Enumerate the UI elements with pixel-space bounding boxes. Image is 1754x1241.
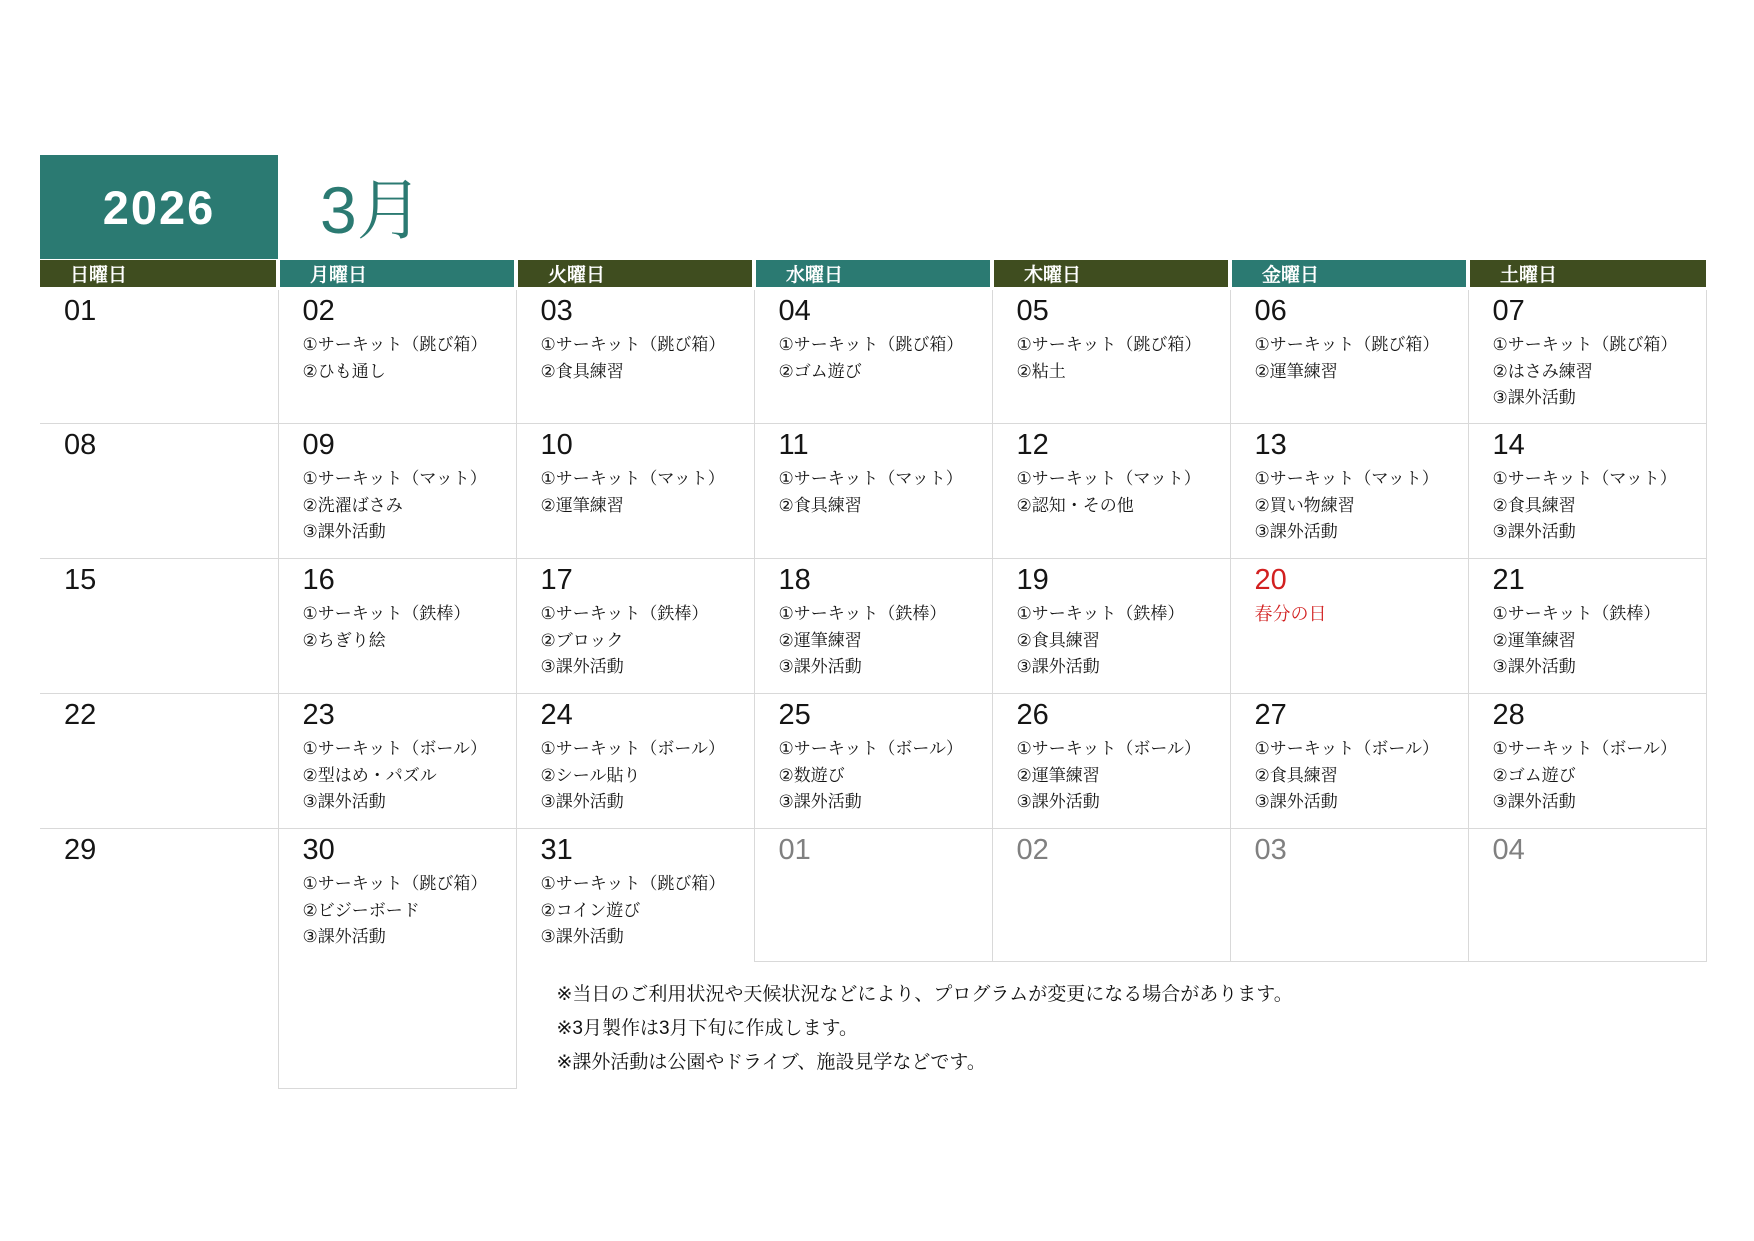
activity-item: ③課外活動 xyxy=(1254,792,1338,811)
activity-item: ①サーキット（跳び箱） xyxy=(1254,335,1440,354)
day-cell-02 xyxy=(278,289,516,424)
activity-item: ①サーキット（ボール） xyxy=(1016,739,1202,758)
activity-item: ②運筆練習 xyxy=(1254,361,1338,381)
day-cell-11 xyxy=(754,424,992,559)
activity-item: ①サーキット（ボール） xyxy=(540,739,726,758)
activity-item: ③課外活動 xyxy=(1492,522,1576,541)
activity-item: ②運筆練習 xyxy=(778,630,862,650)
date-number: 19 xyxy=(1016,564,1049,596)
weekday-header-fri: 金曜日 xyxy=(1230,260,1468,289)
date-number: 03 xyxy=(1254,834,1287,866)
day-cell-02 xyxy=(992,829,1230,962)
calendar-body xyxy=(40,289,1706,1089)
activity-item: ①サーキット（跳び箱） xyxy=(1016,335,1202,354)
activity-item: ①サーキット（跳び箱） xyxy=(1492,335,1678,354)
activity-item: ②数遊び xyxy=(778,765,845,785)
notes-row xyxy=(40,962,1706,1089)
activity-item: ③課外活動 xyxy=(778,792,862,811)
weekday-header-sat: 土曜日 xyxy=(1468,260,1706,289)
date-number: 03 xyxy=(540,295,573,327)
day-cell-30 xyxy=(278,829,516,962)
day-cell-24 xyxy=(516,694,754,829)
day-cell-07 xyxy=(1468,289,1706,424)
day-cell-09 xyxy=(278,424,516,559)
day-cell-10 xyxy=(516,424,754,559)
activity-item: ③課外活動 xyxy=(1254,522,1338,541)
date-number: 06 xyxy=(1254,295,1287,327)
activity-item: ③課外活動 xyxy=(302,522,386,541)
activity-item: ②ブロック xyxy=(540,630,624,650)
note-line-3: ※課外活動は公園やドライブ、施設見学などです。 xyxy=(556,1052,986,1073)
activity-item: ①サーキット（跳び箱） xyxy=(302,335,488,354)
day-cell-31 xyxy=(516,829,754,962)
day-cell-22 xyxy=(40,694,278,829)
activity-item: ②ゴム遊び xyxy=(778,361,862,381)
weekday-header-row xyxy=(40,260,1706,289)
day-cell-29 xyxy=(40,829,278,962)
day-cell-03 xyxy=(1230,829,1468,962)
activity-item: ③課外活動 xyxy=(1492,657,1576,676)
day-cell-01 xyxy=(754,829,992,962)
date-number: 16 xyxy=(302,564,335,596)
date-number: 01 xyxy=(64,295,97,327)
day-cell-21 xyxy=(1468,559,1706,694)
activity-item: ①サーキット（マット） xyxy=(778,469,963,488)
day-cell-23 xyxy=(278,694,516,829)
activity-item: ②ビジーボード xyxy=(302,900,420,920)
weekday-header-tue: 火曜日 xyxy=(516,260,754,289)
week-row-3 xyxy=(40,559,1706,694)
day-cell-06 xyxy=(1230,289,1468,424)
week-row-5 xyxy=(40,829,1706,962)
notes xyxy=(516,962,1706,1089)
date-number: 10 xyxy=(540,429,573,461)
date-number: 30 xyxy=(302,834,335,866)
activity-item: ③課外活動 xyxy=(540,792,624,811)
date-number: 11 xyxy=(778,429,809,461)
activity-item: ①サーキット（マット） xyxy=(1492,469,1677,488)
activity-item: ③課外活動 xyxy=(1016,657,1100,676)
date-number: 25 xyxy=(778,699,811,731)
weekday-header-thu: 木曜日 xyxy=(992,260,1230,289)
day-cell-16 xyxy=(278,559,516,694)
activity-item: ③課外活動 xyxy=(1492,388,1576,407)
notes-row-monday-cell xyxy=(278,962,516,1089)
day-cell-17 xyxy=(516,559,754,694)
activity-item: ①サーキット（マット） xyxy=(1254,469,1439,488)
date-number: 09 xyxy=(302,429,335,461)
activity-item: ①サーキット（マット） xyxy=(302,469,487,488)
weekday-header-wed: 水曜日 xyxy=(754,260,992,289)
activity-item: ②粘土 xyxy=(1016,361,1066,381)
activity-item: ①サーキット（跳び箱） xyxy=(302,874,488,893)
date-number: 07 xyxy=(1492,295,1525,327)
activity-item: ①サーキット（跳び箱） xyxy=(540,874,726,893)
activity-item: ②運筆練習 xyxy=(1492,630,1576,650)
day-cell-04 xyxy=(1468,829,1706,962)
date-number: 08 xyxy=(64,429,97,461)
date-number: 15 xyxy=(64,564,97,596)
date-number: 13 xyxy=(1254,429,1287,461)
calendar-table xyxy=(40,260,1707,1089)
activity-item: ③課外活動 xyxy=(302,927,386,946)
activity-item: ①サーキット（鉄棒） xyxy=(1492,604,1661,623)
activity-item: ②ちぎり絵 xyxy=(302,630,386,650)
activity-item: ①サーキット（跳び箱） xyxy=(778,335,964,354)
day-cell-18 xyxy=(754,559,992,694)
holiday-label: 春分の日 xyxy=(1254,604,1327,624)
activity-item: ②運筆練習 xyxy=(540,495,624,515)
date-number: 31 xyxy=(540,834,573,866)
day-cell-04 xyxy=(754,289,992,424)
activity-item: ①サーキット（ボール） xyxy=(778,739,964,758)
date-number: 23 xyxy=(302,699,335,731)
date-number: 28 xyxy=(1492,699,1525,731)
day-cell-20 xyxy=(1230,559,1468,694)
date-number: 17 xyxy=(540,564,573,596)
activity-item: ②食具練習 xyxy=(1492,495,1576,515)
month-title xyxy=(320,148,423,260)
year-label: 2026 xyxy=(102,180,216,234)
date-number: 22 xyxy=(64,699,97,731)
day-cell-27 xyxy=(1230,694,1468,829)
weekday-header-sun: 日曜日 xyxy=(40,260,278,289)
day-cell-14 xyxy=(1468,424,1706,559)
activity-item: ②型はめ・パズル xyxy=(302,765,437,785)
day-cell-03 xyxy=(516,289,754,424)
date-number: 21 xyxy=(1492,564,1525,596)
notes-row-sunday-cell xyxy=(40,962,278,1089)
weekday-header-mon: 月曜日 xyxy=(278,260,516,289)
activity-item: ①サーキット（鉄棒） xyxy=(540,604,709,623)
activity-item: ②ひも通し xyxy=(302,361,386,381)
date-number: 29 xyxy=(64,834,97,866)
date-number: 02 xyxy=(1016,834,1049,866)
date-number: 01 xyxy=(778,834,811,866)
activity-item: ②食具練習 xyxy=(540,361,624,381)
activity-item: ②シール貼り xyxy=(540,765,641,785)
date-number: 24 xyxy=(540,699,573,731)
day-cell-01 xyxy=(40,289,278,424)
activity-item: ②ゴム遊び xyxy=(1492,765,1576,785)
day-cell-13 xyxy=(1230,424,1468,559)
activity-item: ③課外活動 xyxy=(540,927,624,946)
date-number: 20 xyxy=(1254,564,1287,596)
activity-item: ①サーキット（マット） xyxy=(1016,469,1201,488)
week-row-1 xyxy=(40,289,1706,424)
note-line-1: ※当日のご利用状況や天候状況などにより、プログラムが変更になる場合があります。 xyxy=(556,984,1293,1005)
activity-item: ①サーキット（鉄棒） xyxy=(1016,604,1185,623)
activity-item: ②運筆練習 xyxy=(1016,765,1100,785)
day-cell-08 xyxy=(40,424,278,559)
date-number: 04 xyxy=(778,295,811,327)
day-cell-26 xyxy=(992,694,1230,829)
date-number: 05 xyxy=(1016,295,1049,327)
day-cell-15 xyxy=(40,559,278,694)
activity-item: ③課外活動 xyxy=(778,657,862,676)
activity-item: ①サーキット（鉄棒） xyxy=(778,604,947,623)
activity-item: ③課外活動 xyxy=(540,657,624,676)
activity-item: ②コイン遊び xyxy=(540,900,641,920)
activity-item: ②洗濯ばさみ xyxy=(302,495,403,515)
date-number: 14 xyxy=(1492,429,1525,461)
month-label: 3月 xyxy=(320,172,423,247)
activity-item: ①サーキット（ボール） xyxy=(302,739,488,758)
day-cell-05 xyxy=(992,289,1230,424)
date-number: 27 xyxy=(1254,699,1287,731)
week-row-4 xyxy=(40,694,1706,829)
activity-item: ②買い物練習 xyxy=(1254,495,1355,515)
activity-item: ③課外活動 xyxy=(1016,792,1100,811)
activity-item: ①サーキット（マット） xyxy=(540,469,725,488)
year-badge xyxy=(40,155,278,259)
activity-item: ①サーキット（跳び箱） xyxy=(540,335,726,354)
activity-item: ③課外活動 xyxy=(1492,792,1576,811)
activity-item: ③課外活動 xyxy=(302,792,386,811)
activity-item: ②認知・その他 xyxy=(1016,495,1134,515)
activity-item: ①サーキット（ボール） xyxy=(1492,739,1678,758)
activity-item: ①サーキット（鉄棒） xyxy=(302,604,471,623)
day-cell-25 xyxy=(754,694,992,829)
date-number: 26 xyxy=(1016,699,1049,731)
week-row-2 xyxy=(40,424,1706,559)
activity-item: ②食具練習 xyxy=(1016,630,1100,650)
date-number: 02 xyxy=(302,295,335,327)
date-number: 04 xyxy=(1492,834,1525,866)
day-cell-12 xyxy=(992,424,1230,559)
activity-item: ②食具練習 xyxy=(1254,765,1338,785)
activity-item: ①サーキット（ボール） xyxy=(1254,739,1440,758)
date-number: 12 xyxy=(1016,429,1049,461)
day-cell-28 xyxy=(1468,694,1706,829)
activity-item: ②食具練習 xyxy=(778,495,862,515)
activity-item: ②はさみ練習 xyxy=(1492,361,1593,381)
note-line-2: ※3月製作は3月下旬に作成します。 xyxy=(556,1018,859,1039)
date-number: 18 xyxy=(778,564,811,596)
day-cell-19 xyxy=(992,559,1230,694)
